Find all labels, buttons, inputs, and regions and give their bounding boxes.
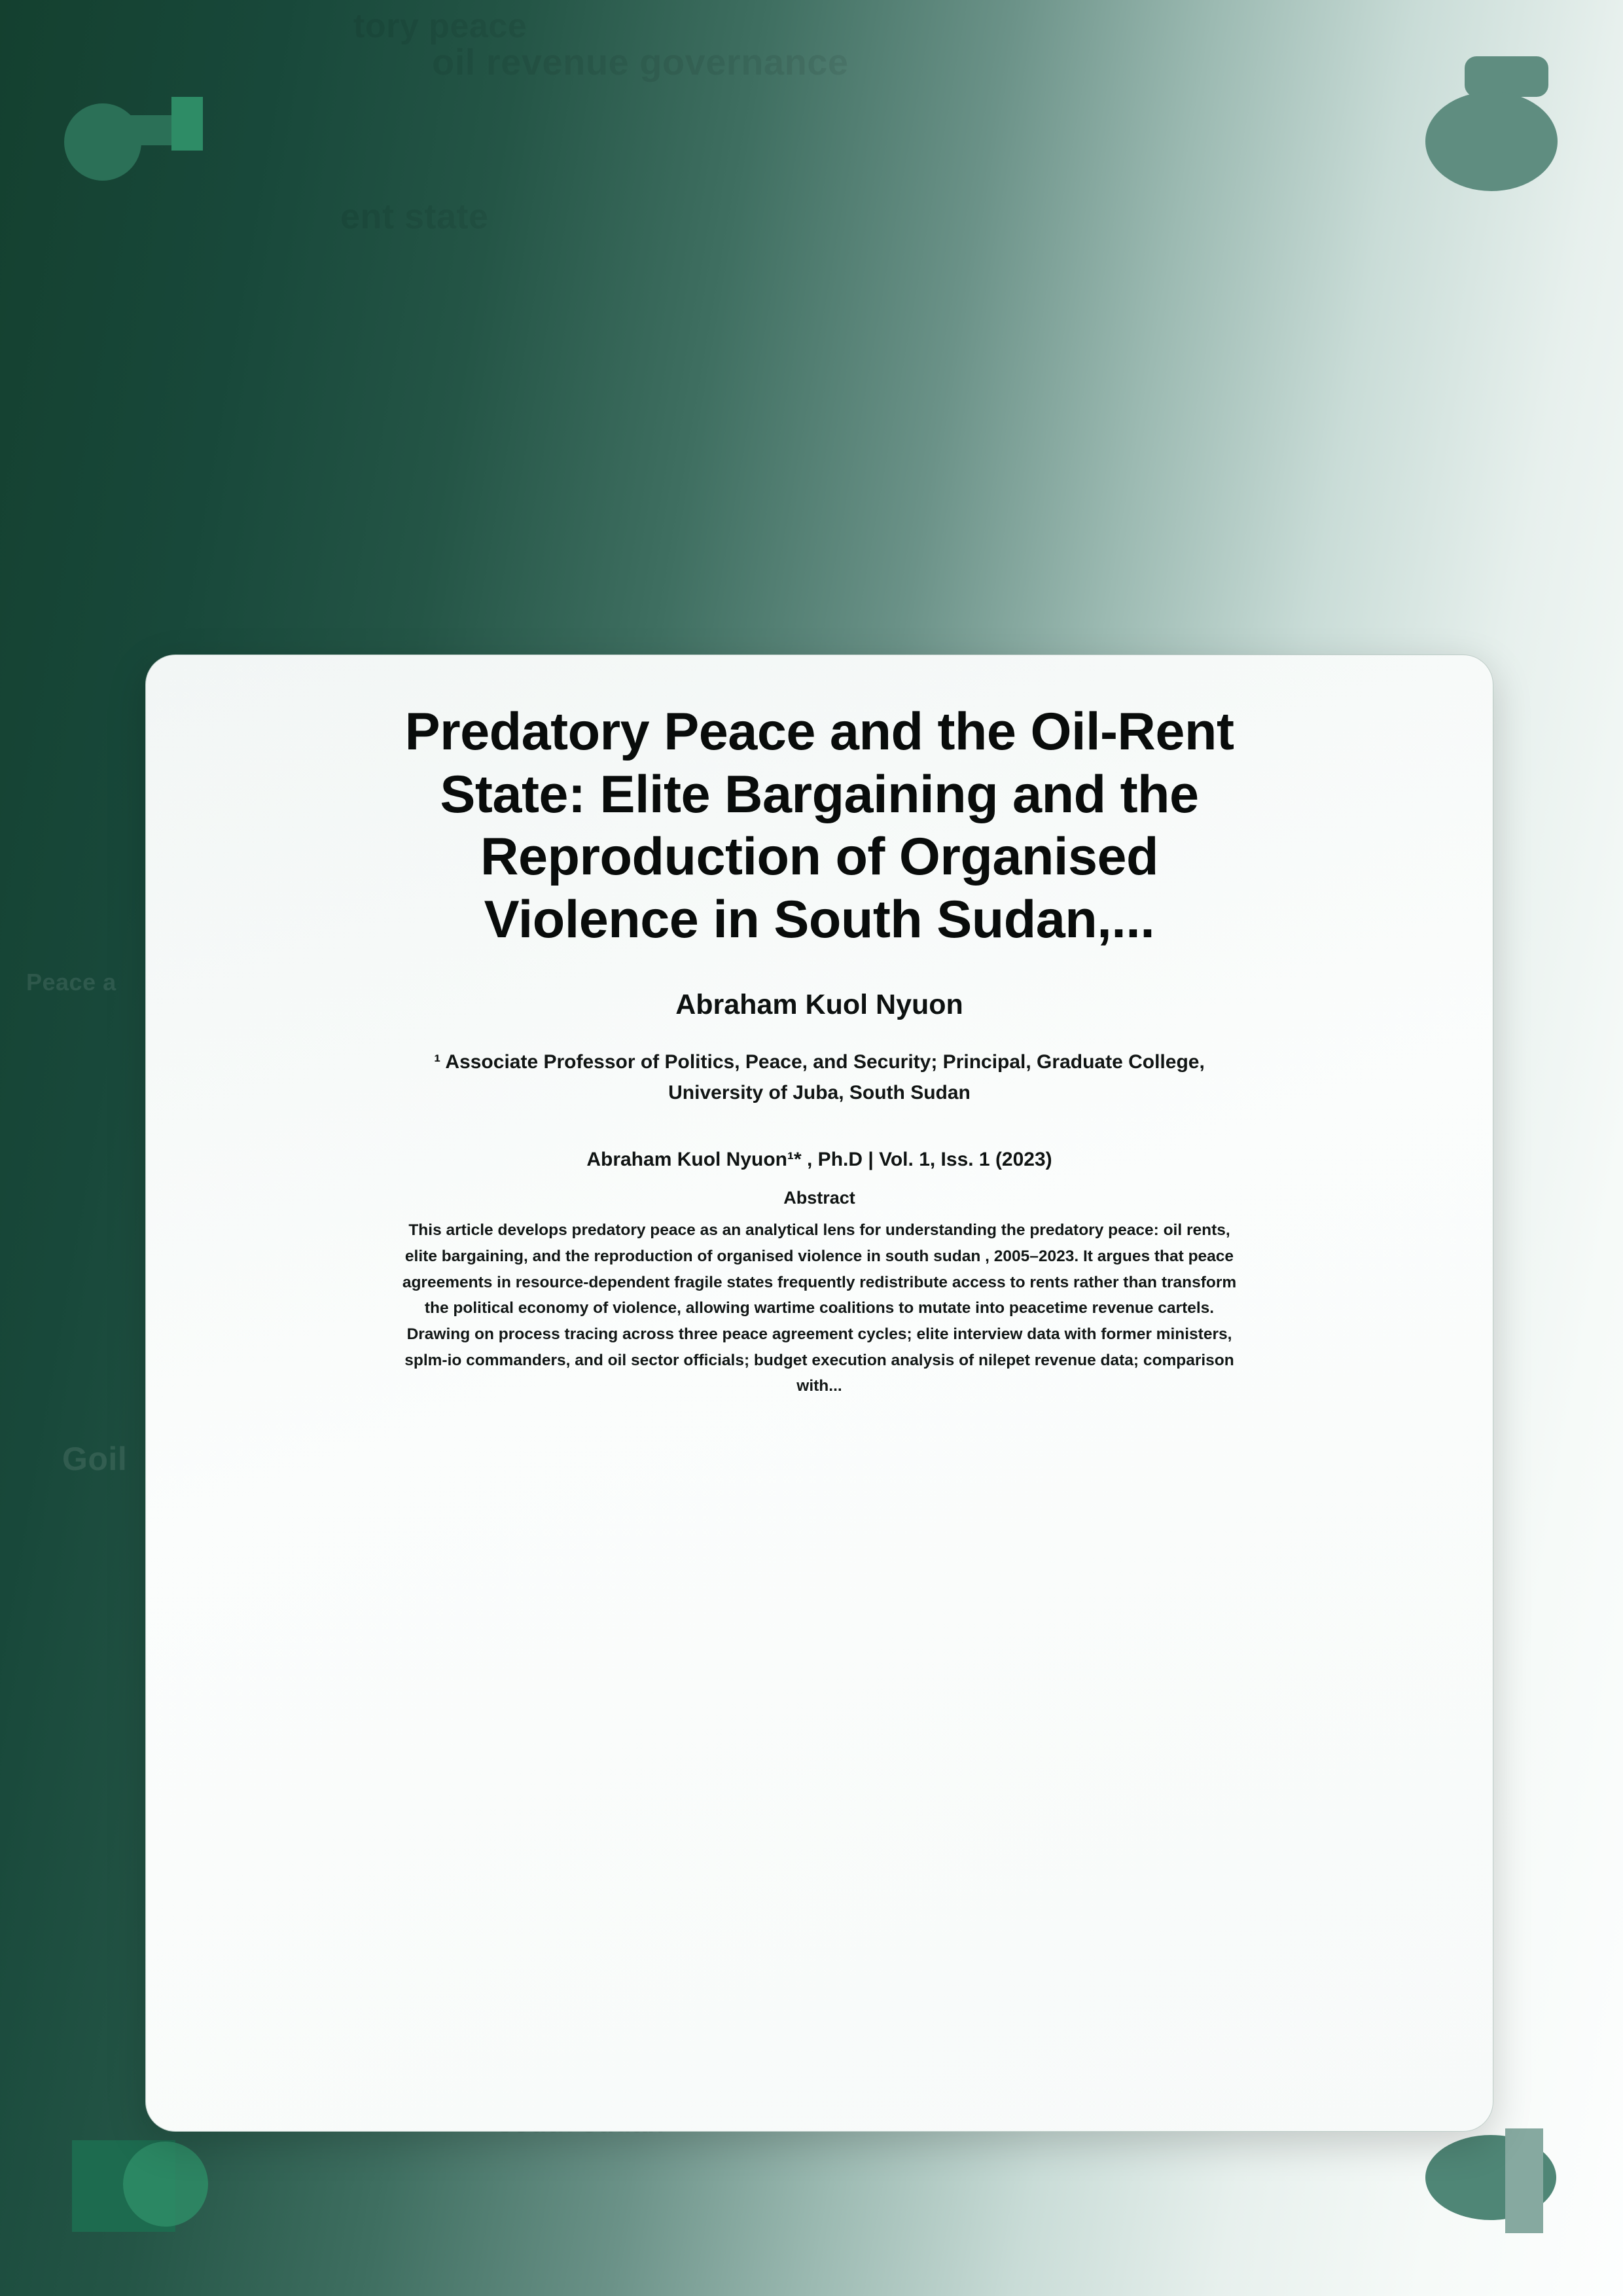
decorative-square-bottom-left	[72, 2140, 175, 2232]
page-title: Predatory Peace and the Oil-Rent State: Elite Bargaining and the Reproduction of Organised Violence in South Sudan,...	[404, 702, 1234, 949]
watermark-text: oil revenue governance	[432, 41, 849, 82]
decorative-circle-bottom-left	[123, 2142, 208, 2227]
decorative-bar-bottom-right	[1505, 2128, 1543, 2233]
decorative-bar-top-left	[128, 115, 194, 145]
decorative-circle-top-left	[64, 103, 141, 181]
decorative-square-top-left	[171, 97, 203, 151]
decorative-pill-top-right	[1465, 56, 1548, 97]
author-name: Abraham Kuol Nyuon	[675, 989, 963, 1021]
decorative-ellipse-top-right	[1425, 92, 1558, 191]
paper-card	[145, 655, 1493, 2132]
watermark-text: ent state	[340, 197, 489, 236]
decorative-ellipse-bottom-right	[1425, 2135, 1556, 2220]
watermark-text: Peace a	[26, 969, 116, 996]
author-affiliation: ¹ Associate Professor of Politics, Peace, and Security; Principal, Graduate College, University of Juba, South Sudan	[434, 1051, 1205, 1103]
abstract-heading: Abstract	[783, 1188, 855, 1208]
watermark-text: tory peace	[353, 7, 527, 45]
abstract-text: This article develops predatory peace as an analytical lens for understanding the predatory peace: oil rents, elite bargaining, and the reproduction of organised violence in south sudan , 2005–2023. It argues that peace agreements in resource-dependent fragile states frequently redistribute access to rents rather than transform the political economy of violence, allowing wartime coalitions to mutate into peacetime revenue cartels. Drawing on process tracing across three peace agreement cycles; elite interview data with former ministers, splm-io commanders, and oil sector officials; budget execution analysis of nilepet revenue data; comparison with...	[402, 1221, 1237, 1395]
citation-line: Abraham Kuol Nyuon¹* , Ph.D | Vol. 1, Iss. 1 (2023)	[586, 1149, 1052, 1171]
watermark-text: Goil	[62, 1441, 128, 1477]
